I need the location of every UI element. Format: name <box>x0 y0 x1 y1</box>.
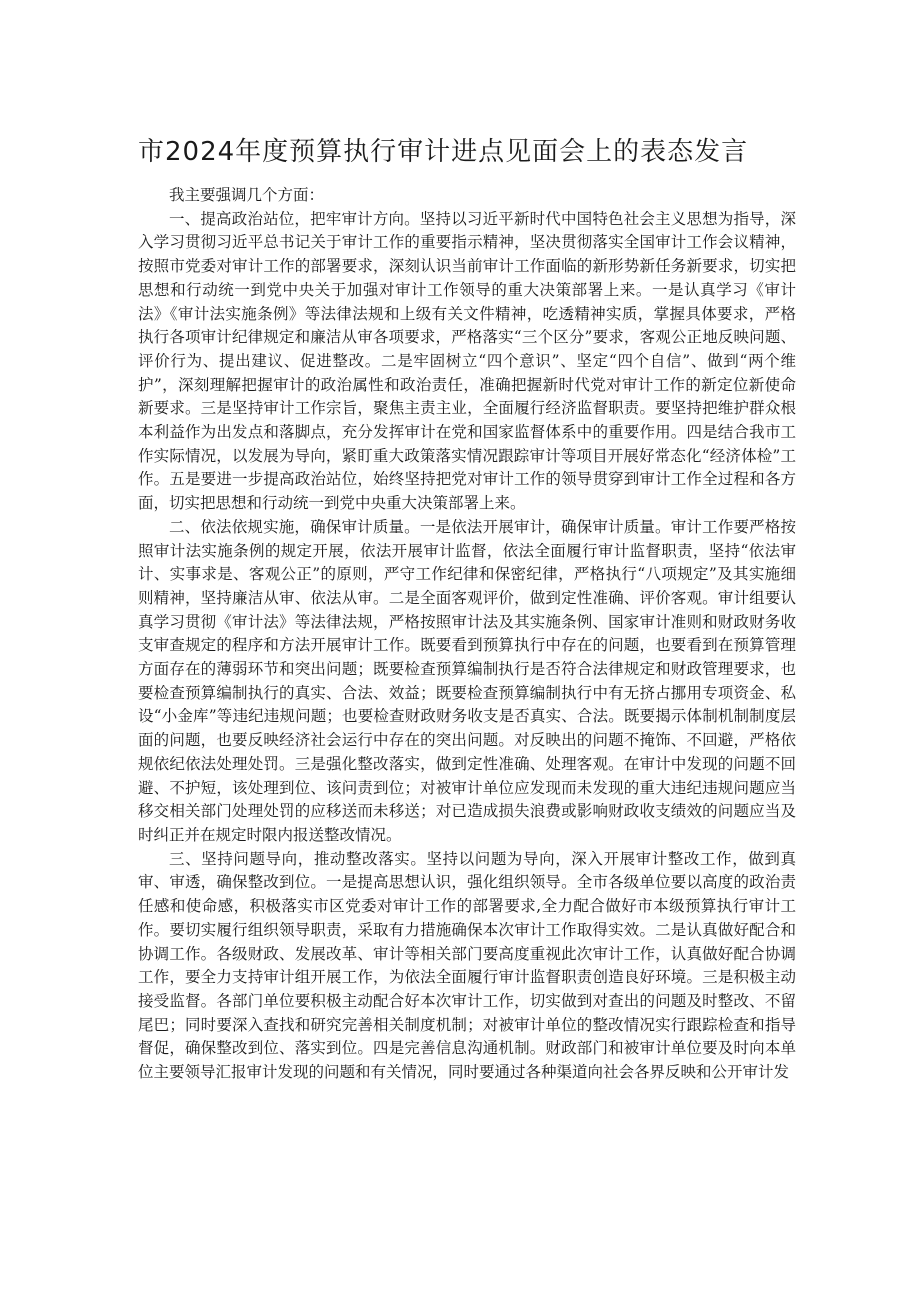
document-title: 市2024年度预算执行审计进点见面会上的表态发言 <box>138 137 749 167</box>
section-2-paragraph: 二、依法依规实施，确保审计质量。一是依法开展审计，确保审计质量。审计工作要严格按照审计法实施条例的规定开展，依法开展审计监督，依法全面履行审计监督职责，坚持“依法审计、实事求是、客观公正”的原则，严守工作纪律和保密纪律，严格执行“八项规定”及其实施细则精神，坚持廉洁从审、依法从审。二是全面客观评价，做到定性准确、评价客观。审计组要认真学习贯彻《审计法》等法律法规，严格按照审计法及其实施条例、国家审计准则和财政财务收支审查规定的程序和方法开展审计工作。既要看到预算执行中存在的问题，也要看到在预算管理方面存在的薄弱环节和突出问题；既要检查预算编制执行是否符合法律规定和财政管理要求，也要检查预算编制执行的真实、合法、效益；既要检查预算编制执行中有无挤占挪用专项资金、私设“小金库”等违纪违规问题；也要检查财政财务收支是否真实、合法。既要揭示体制机制制度层面的问题，也要反映经济社会运行中存在的突出问题。对反映出的问题不掩饰、不回避，严格依规依纪依法处理处罚。三是强化整改落实，做到定性准确、处理客观。在审计中发现的问题不回避、不护短，该处理到位、该问责到位；对被审计单位应发现而未发现的重大违纪违规问题应当移交相关部门处理处罚的应移送而未移送；对已造成损失浪费或影响财政收支绩效的问题应当及时纠正并在规定时限内报送整改情况。 <box>138 517 796 844</box>
intro-paragraph: 我主要强调几个方面： <box>169 186 325 204</box>
document-body <box>138 184 796 1085</box>
section-3-paragraph: 三、坚持问题导向，推动整改落实。坚持以问题为导向，深入开展审计整改工作，做到真审、审透，确保整改到位。一是提高思想认识，强化组织领导。全市各级单位要以高度的政治责任感和使命感，积极落实市区党委对审计工作的部署要求,全力配合做好市本级预算执行审计工作。要切实履行组织领导职责，采取有力措施确保本次审计工作取得实效。二是认真做好配合和协调工作。各级财政、发展改革、审计等相关部门要高度重视此次审计工作，认真做好配合协调工作，要全力支持审计组开展工作，为依法全面履行审计监督职责创造良好环境。三是积极主动接受监督。各部门单位要积极主动配合好本次审计工作，切实做到对查出的问题及时整改、不留尾巴；同时要深入查找和研究完善相关制度机制；对被审计单位的整改情况实行跟踪检查和指导督促，确保整改到位、落实到位。四是完善信息沟通机制。财政部门和被审计单位要及时向本单位主要领导汇报审计发现的问题和有关情况，同时要通过各种渠道向社会各界反映和公开审计发 <box>138 849 796 1082</box>
section-1-paragraph: 一、提高政治站位，把牢审计方向。坚持以习近平新时代中国特色社会主义思想为指导，深入学习贯彻习近平总书记关于审计工作的重要指示精神，坚决贯彻落实全国审计工作会议精神，按照市党委对审计工作的部署要求，深刻认识当前审计工作面临的新形势新任务新要求，切实把思想和行动统一到党中央关于加强对审计工作领导的重大决策部署上来。一是认真学习《审计法》《审计法实施条例》等法律法规和上级有关文件精神，吃透精神实质，掌握具体要求，严格执行各项审计纪律规定和廉洁从审各项要求，严格落实“三个区分”要求，客观公正地反映问题、评价行为、提出建议、促进整改。二是牢固树立“四个意识”、坚定“四个自信”、做到“两个维护”，深刻理解把握审计的政治属性和政治责任，准确把握新时代党对审计工作的新定位新使命新要求。三是坚持审计工作宗旨，聚焦主责主业，全面履行经济监督职责。要坚持把维护群众根本利益作为出发点和落脚点，充分发挥审计在党和国家监督体系中的重要作用。四是结合我市工作实际情况，以发展为导向，紧盯重大政策落实情况跟踪审计等项目开展好常态化“经济体检”工作。五是要进一步提高政治站位，始终坚持把党对审计工作的领导贯穿到审计工作全过程和各方面，切实把思想和行动统一到党中央重大决策部署上来。 <box>138 209 796 513</box>
